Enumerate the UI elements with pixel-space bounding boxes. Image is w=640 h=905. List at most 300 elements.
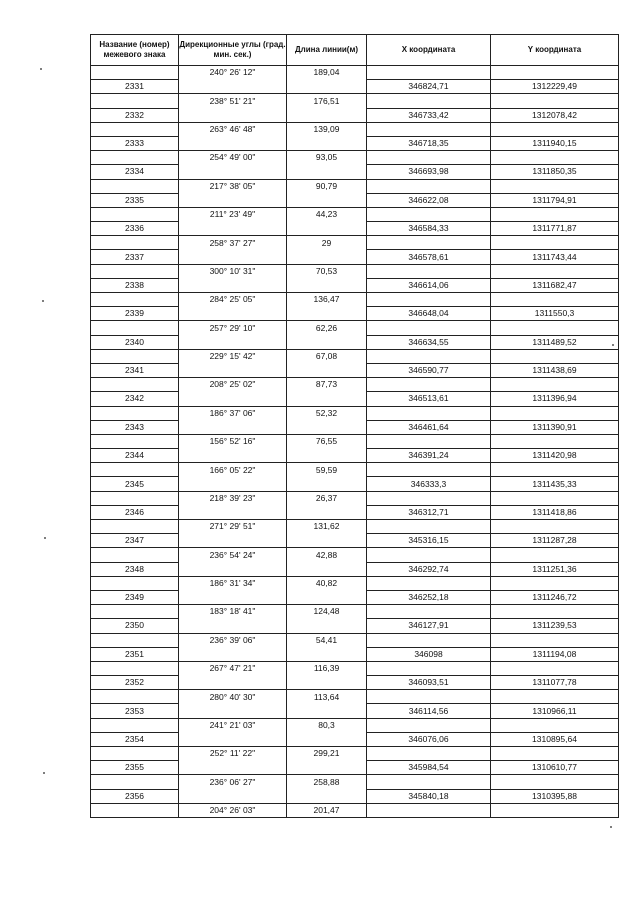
empty-cell [91, 236, 179, 250]
y-coordinate-cell: 1311251,36 [491, 562, 619, 576]
empty-cell [179, 590, 287, 604]
empty-cell [179, 165, 287, 179]
table-row [91, 250, 619, 264]
empty-cell [287, 732, 367, 746]
segment-row [91, 463, 619, 477]
empty-cell [179, 647, 287, 661]
line-length-cell: 76,55 [287, 434, 367, 448]
empty-cell [287, 619, 367, 633]
empty-cell [287, 307, 367, 321]
empty-cell [91, 406, 179, 420]
empty-cell [367, 321, 491, 335]
empty-cell [91, 690, 179, 704]
marker-name-cell: 2356 [91, 789, 179, 803]
direction-angle-cell: 240° 26' 12" [179, 66, 287, 80]
empty-cell [179, 505, 287, 519]
direction-angle-cell: 229° 15' 42" [179, 349, 287, 363]
empty-cell [287, 278, 367, 292]
empty-cell [491, 605, 619, 619]
table-row [91, 392, 619, 406]
table-row [91, 165, 619, 179]
empty-cell [179, 676, 287, 690]
empty-cell [287, 250, 367, 264]
y-coordinate-cell: 1311850,35 [491, 165, 619, 179]
marker-name-cell: 2334 [91, 165, 179, 179]
direction-angle-cell: 257° 29' 10" [179, 321, 287, 335]
empty-cell [367, 264, 491, 278]
x-coordinate-cell: 346614,06 [367, 278, 491, 292]
scan-speck [40, 68, 42, 70]
empty-cell [367, 434, 491, 448]
empty-cell [491, 236, 619, 250]
empty-cell [367, 406, 491, 420]
empty-cell [91, 94, 179, 108]
line-length-cell: 52,32 [287, 406, 367, 420]
empty-cell [91, 321, 179, 335]
empty-cell [491, 690, 619, 704]
table-row [91, 534, 619, 548]
empty-cell [367, 491, 491, 505]
line-length-cell: 116,39 [287, 661, 367, 675]
empty-cell [491, 349, 619, 363]
empty-cell [491, 179, 619, 193]
direction-angle-cell: 204° 26' 03" [179, 803, 287, 817]
x-coordinate-cell: 346114,56 [367, 704, 491, 718]
empty-cell [491, 378, 619, 392]
empty-cell [491, 491, 619, 505]
empty-cell [367, 803, 491, 817]
line-length-cell: 42,88 [287, 548, 367, 562]
empty-cell [367, 576, 491, 590]
table-row [91, 307, 619, 321]
empty-cell [91, 520, 179, 534]
line-length-cell: 80,3 [287, 718, 367, 732]
marker-name-cell: 2336 [91, 222, 179, 236]
empty-cell [179, 363, 287, 377]
y-coordinate-cell: 1311794,91 [491, 193, 619, 207]
empty-cell [367, 151, 491, 165]
line-length-cell: 299,21 [287, 747, 367, 761]
empty-cell [491, 633, 619, 647]
y-coordinate-cell: 1310895,64 [491, 732, 619, 746]
table-row [91, 676, 619, 690]
x-coordinate-cell: 346098 [367, 647, 491, 661]
empty-cell [491, 293, 619, 307]
y-coordinate-cell: 1311771,87 [491, 222, 619, 236]
marker-name-cell: 2342 [91, 392, 179, 406]
empty-cell [91, 207, 179, 221]
direction-angle-cell: 208° 25' 02" [179, 378, 287, 392]
marker-name-cell: 2338 [91, 278, 179, 292]
scan-speck [44, 537, 46, 539]
x-coordinate-cell: 346513,61 [367, 392, 491, 406]
empty-cell [367, 463, 491, 477]
empty-cell [179, 534, 287, 548]
table-header-row [91, 35, 619, 66]
marker-name-cell: 2343 [91, 420, 179, 434]
header-angle: Дирекционные углы (град. мин. сек.) [179, 35, 287, 66]
direction-angle-cell: 236° 39' 06" [179, 633, 287, 647]
line-length-cell: 54,41 [287, 633, 367, 647]
empty-cell [91, 349, 179, 363]
direction-angle-cell: 186° 31' 34" [179, 576, 287, 590]
empty-cell [491, 94, 619, 108]
empty-cell [179, 335, 287, 349]
x-coordinate-cell: 346093,51 [367, 676, 491, 690]
marker-name-cell: 2351 [91, 647, 179, 661]
empty-cell [179, 761, 287, 775]
marker-name-cell: 2354 [91, 732, 179, 746]
empty-cell [367, 747, 491, 761]
segment-row [91, 151, 619, 165]
empty-cell [367, 207, 491, 221]
empty-cell [287, 165, 367, 179]
empty-cell [91, 548, 179, 562]
marker-name-cell: 2344 [91, 449, 179, 463]
line-length-cell: 201,47 [287, 803, 367, 817]
empty-cell [491, 264, 619, 278]
line-length-cell: 258,88 [287, 775, 367, 789]
empty-cell [91, 661, 179, 675]
scan-speck [42, 300, 44, 302]
y-coordinate-cell: 1311390,91 [491, 420, 619, 434]
y-coordinate-cell: 1311239,53 [491, 619, 619, 633]
y-coordinate-cell: 1312229,49 [491, 80, 619, 94]
table-row [91, 789, 619, 803]
table-row [91, 562, 619, 576]
segment-row [91, 94, 619, 108]
table-row [91, 222, 619, 236]
segment-row [91, 349, 619, 363]
empty-cell [91, 718, 179, 732]
empty-cell [179, 732, 287, 746]
x-coordinate-cell: 345316,15 [367, 534, 491, 548]
marker-name-cell: 2345 [91, 477, 179, 491]
empty-cell [91, 378, 179, 392]
empty-cell [91, 151, 179, 165]
empty-cell [287, 676, 367, 690]
empty-cell [491, 747, 619, 761]
direction-angle-cell: 166° 05' 22" [179, 463, 287, 477]
empty-cell [287, 704, 367, 718]
direction-angle-cell: 300° 10' 31" [179, 264, 287, 278]
x-coordinate-cell: 346333,3 [367, 477, 491, 491]
header-x: X координата [367, 35, 491, 66]
segment-row [91, 576, 619, 590]
direction-angle-cell: 236° 06' 27" [179, 775, 287, 789]
segment-row [91, 548, 619, 562]
x-coordinate-cell: 346824,71 [367, 80, 491, 94]
direction-angle-cell: 211° 23' 49" [179, 207, 287, 221]
table-row [91, 363, 619, 377]
y-coordinate-cell: 1311550,3 [491, 307, 619, 321]
segment-row [91, 122, 619, 136]
direction-angle-cell: 267° 47' 21" [179, 661, 287, 675]
line-length-cell: 139,09 [287, 122, 367, 136]
empty-cell [179, 477, 287, 491]
table-row [91, 108, 619, 122]
y-coordinate-cell: 1312078,42 [491, 108, 619, 122]
empty-cell [179, 307, 287, 321]
marker-name-cell: 2348 [91, 562, 179, 576]
x-coordinate-cell: 346718,35 [367, 136, 491, 150]
line-length-cell: 131,62 [287, 520, 367, 534]
y-coordinate-cell: 1311418,86 [491, 505, 619, 519]
segment-row [91, 520, 619, 534]
y-coordinate-cell: 1310395,88 [491, 789, 619, 803]
empty-cell [91, 179, 179, 193]
empty-cell [367, 718, 491, 732]
y-coordinate-cell: 1310610,77 [491, 761, 619, 775]
table-row [91, 335, 619, 349]
y-coordinate-cell: 1311246,72 [491, 590, 619, 604]
marker-name-cell: 2347 [91, 534, 179, 548]
header-y: Y координата [491, 35, 619, 66]
x-coordinate-cell: 346252,18 [367, 590, 491, 604]
marker-name-cell: 2333 [91, 136, 179, 150]
empty-cell [287, 477, 367, 491]
marker-name-cell: 2331 [91, 80, 179, 94]
segment-row [91, 747, 619, 761]
segment-row [91, 378, 619, 392]
x-coordinate-cell: 346578,61 [367, 250, 491, 264]
direction-angle-cell: 218° 39' 23" [179, 491, 287, 505]
x-coordinate-cell: 346590,77 [367, 363, 491, 377]
empty-cell [367, 690, 491, 704]
direction-angle-cell: 156° 52' 16" [179, 434, 287, 448]
empty-cell [287, 335, 367, 349]
y-coordinate-cell: 1311420,98 [491, 449, 619, 463]
table-row [91, 449, 619, 463]
segment-row [91, 236, 619, 250]
line-length-cell: 59,59 [287, 463, 367, 477]
marker-name-cell: 2352 [91, 676, 179, 690]
line-length-cell: 124,48 [287, 605, 367, 619]
x-coordinate-cell: 346733,42 [367, 108, 491, 122]
marker-name-cell: 2341 [91, 363, 179, 377]
empty-cell [179, 704, 287, 718]
line-length-cell: 113,64 [287, 690, 367, 704]
x-coordinate-cell: 346292,74 [367, 562, 491, 576]
direction-angle-cell: 271° 29' 51" [179, 520, 287, 534]
empty-cell [367, 349, 491, 363]
empty-cell [491, 520, 619, 534]
empty-cell [287, 761, 367, 775]
direction-angle-cell: 258° 37' 27" [179, 236, 287, 250]
table-row [91, 647, 619, 661]
empty-cell [367, 548, 491, 562]
y-coordinate-cell: 1311077,78 [491, 676, 619, 690]
empty-cell [491, 321, 619, 335]
line-length-cell: 189,04 [287, 66, 367, 80]
table-body [91, 66, 619, 818]
empty-cell [179, 392, 287, 406]
empty-cell [367, 236, 491, 250]
empty-cell [491, 803, 619, 817]
marker-name-cell: 2353 [91, 704, 179, 718]
y-coordinate-cell: 1311396,94 [491, 392, 619, 406]
empty-cell [91, 463, 179, 477]
line-length-cell: 29 [287, 236, 367, 250]
marker-name-cell: 2339 [91, 307, 179, 321]
empty-cell [91, 605, 179, 619]
empty-cell [287, 80, 367, 94]
empty-cell [287, 420, 367, 434]
table-row [91, 590, 619, 604]
empty-cell [491, 576, 619, 590]
empty-cell [287, 222, 367, 236]
table-row [91, 505, 619, 519]
empty-cell [491, 66, 619, 80]
empty-cell [367, 66, 491, 80]
empty-cell [491, 122, 619, 136]
direction-angle-cell: 252° 11' 22" [179, 747, 287, 761]
segment-row [91, 406, 619, 420]
table-row [91, 732, 619, 746]
coordinates-sheet [90, 34, 618, 822]
x-coordinate-cell: 346461,64 [367, 420, 491, 434]
marker-name-cell: 2349 [91, 590, 179, 604]
line-length-cell: 90,79 [287, 179, 367, 193]
empty-cell [367, 378, 491, 392]
segment-row [91, 690, 619, 704]
y-coordinate-cell: 1311438,69 [491, 363, 619, 377]
empty-cell [287, 647, 367, 661]
direction-angle-cell: 254° 49' 00" [179, 151, 287, 165]
empty-cell [491, 548, 619, 562]
empty-cell [91, 434, 179, 448]
boundary-coordinates-table [90, 34, 619, 818]
empty-cell [491, 718, 619, 732]
empty-cell [179, 420, 287, 434]
empty-cell [179, 789, 287, 803]
empty-cell [367, 122, 491, 136]
x-coordinate-cell: 345840,18 [367, 789, 491, 803]
line-length-cell: 70,53 [287, 264, 367, 278]
line-length-cell: 40,82 [287, 576, 367, 590]
y-coordinate-cell: 1311743,44 [491, 250, 619, 264]
empty-cell [91, 775, 179, 789]
y-coordinate-cell: 1311489,52 [491, 335, 619, 349]
scan-speck [612, 344, 614, 346]
x-coordinate-cell: 346648,04 [367, 307, 491, 321]
empty-cell [287, 590, 367, 604]
segment-row [91, 661, 619, 675]
scan-speck [610, 826, 612, 828]
empty-cell [179, 193, 287, 207]
empty-cell [491, 775, 619, 789]
table-row [91, 136, 619, 150]
empty-cell [179, 250, 287, 264]
line-length-cell: 87,73 [287, 378, 367, 392]
line-length-cell: 136,47 [287, 293, 367, 307]
empty-cell [491, 661, 619, 675]
empty-cell [91, 66, 179, 80]
empty-cell [287, 108, 367, 122]
empty-cell [287, 534, 367, 548]
empty-cell [367, 775, 491, 789]
y-coordinate-cell: 1311682,47 [491, 278, 619, 292]
direction-angle-cell: 238° 51' 21" [179, 94, 287, 108]
x-coordinate-cell: 346312,71 [367, 505, 491, 519]
empty-cell [287, 789, 367, 803]
empty-cell [491, 207, 619, 221]
segment-row [91, 775, 619, 789]
header-name: Название (номер) межевого знака [91, 35, 179, 66]
empty-cell [91, 576, 179, 590]
empty-cell [287, 449, 367, 463]
line-length-cell: 26,37 [287, 491, 367, 505]
x-coordinate-cell: 346127,91 [367, 619, 491, 633]
direction-angle-cell: 284° 25' 05" [179, 293, 287, 307]
empty-cell [367, 661, 491, 675]
segment-row [91, 179, 619, 193]
empty-cell [91, 293, 179, 307]
x-coordinate-cell: 346584,33 [367, 222, 491, 236]
marker-name-cell: 2337 [91, 250, 179, 264]
table-row [91, 80, 619, 94]
empty-cell [367, 179, 491, 193]
marker-name-cell: 2340 [91, 335, 179, 349]
header-length: Длина линии(м) [287, 35, 367, 66]
x-coordinate-cell: 346622,08 [367, 193, 491, 207]
empty-cell [367, 94, 491, 108]
direction-angle-cell: 236° 54' 24" [179, 548, 287, 562]
empty-cell [367, 605, 491, 619]
segment-row [91, 718, 619, 732]
table-row [91, 477, 619, 491]
empty-cell [91, 491, 179, 505]
segment-row [91, 633, 619, 647]
direction-angle-cell: 241° 21' 03" [179, 718, 287, 732]
empty-cell [491, 406, 619, 420]
empty-cell [367, 633, 491, 647]
y-coordinate-cell: 1311194,08 [491, 647, 619, 661]
y-coordinate-cell: 1311940,15 [491, 136, 619, 150]
empty-cell [179, 108, 287, 122]
line-length-cell: 62,26 [287, 321, 367, 335]
empty-cell [91, 633, 179, 647]
empty-cell [179, 278, 287, 292]
y-coordinate-cell: 1310966,11 [491, 704, 619, 718]
empty-cell [367, 293, 491, 307]
empty-cell [287, 562, 367, 576]
segment-row [91, 207, 619, 221]
x-coordinate-cell: 346634,55 [367, 335, 491, 349]
line-length-cell: 176,51 [287, 94, 367, 108]
direction-angle-cell: 280° 40' 30" [179, 690, 287, 704]
marker-name-cell: 2346 [91, 505, 179, 519]
empty-cell [287, 363, 367, 377]
segment-row [91, 434, 619, 448]
marker-name-cell: 2335 [91, 193, 179, 207]
empty-cell [367, 520, 491, 534]
empty-cell [179, 562, 287, 576]
direction-angle-cell: 263° 46' 48" [179, 122, 287, 136]
line-length-cell: 67,08 [287, 349, 367, 363]
x-coordinate-cell: 346076,06 [367, 732, 491, 746]
segment-row [91, 264, 619, 278]
table-row [91, 193, 619, 207]
scan-speck [43, 772, 45, 774]
empty-cell [179, 222, 287, 236]
segment-row [91, 321, 619, 335]
empty-cell [91, 803, 179, 817]
segment-row [91, 803, 619, 817]
empty-cell [491, 434, 619, 448]
empty-cell [287, 136, 367, 150]
empty-cell [287, 505, 367, 519]
